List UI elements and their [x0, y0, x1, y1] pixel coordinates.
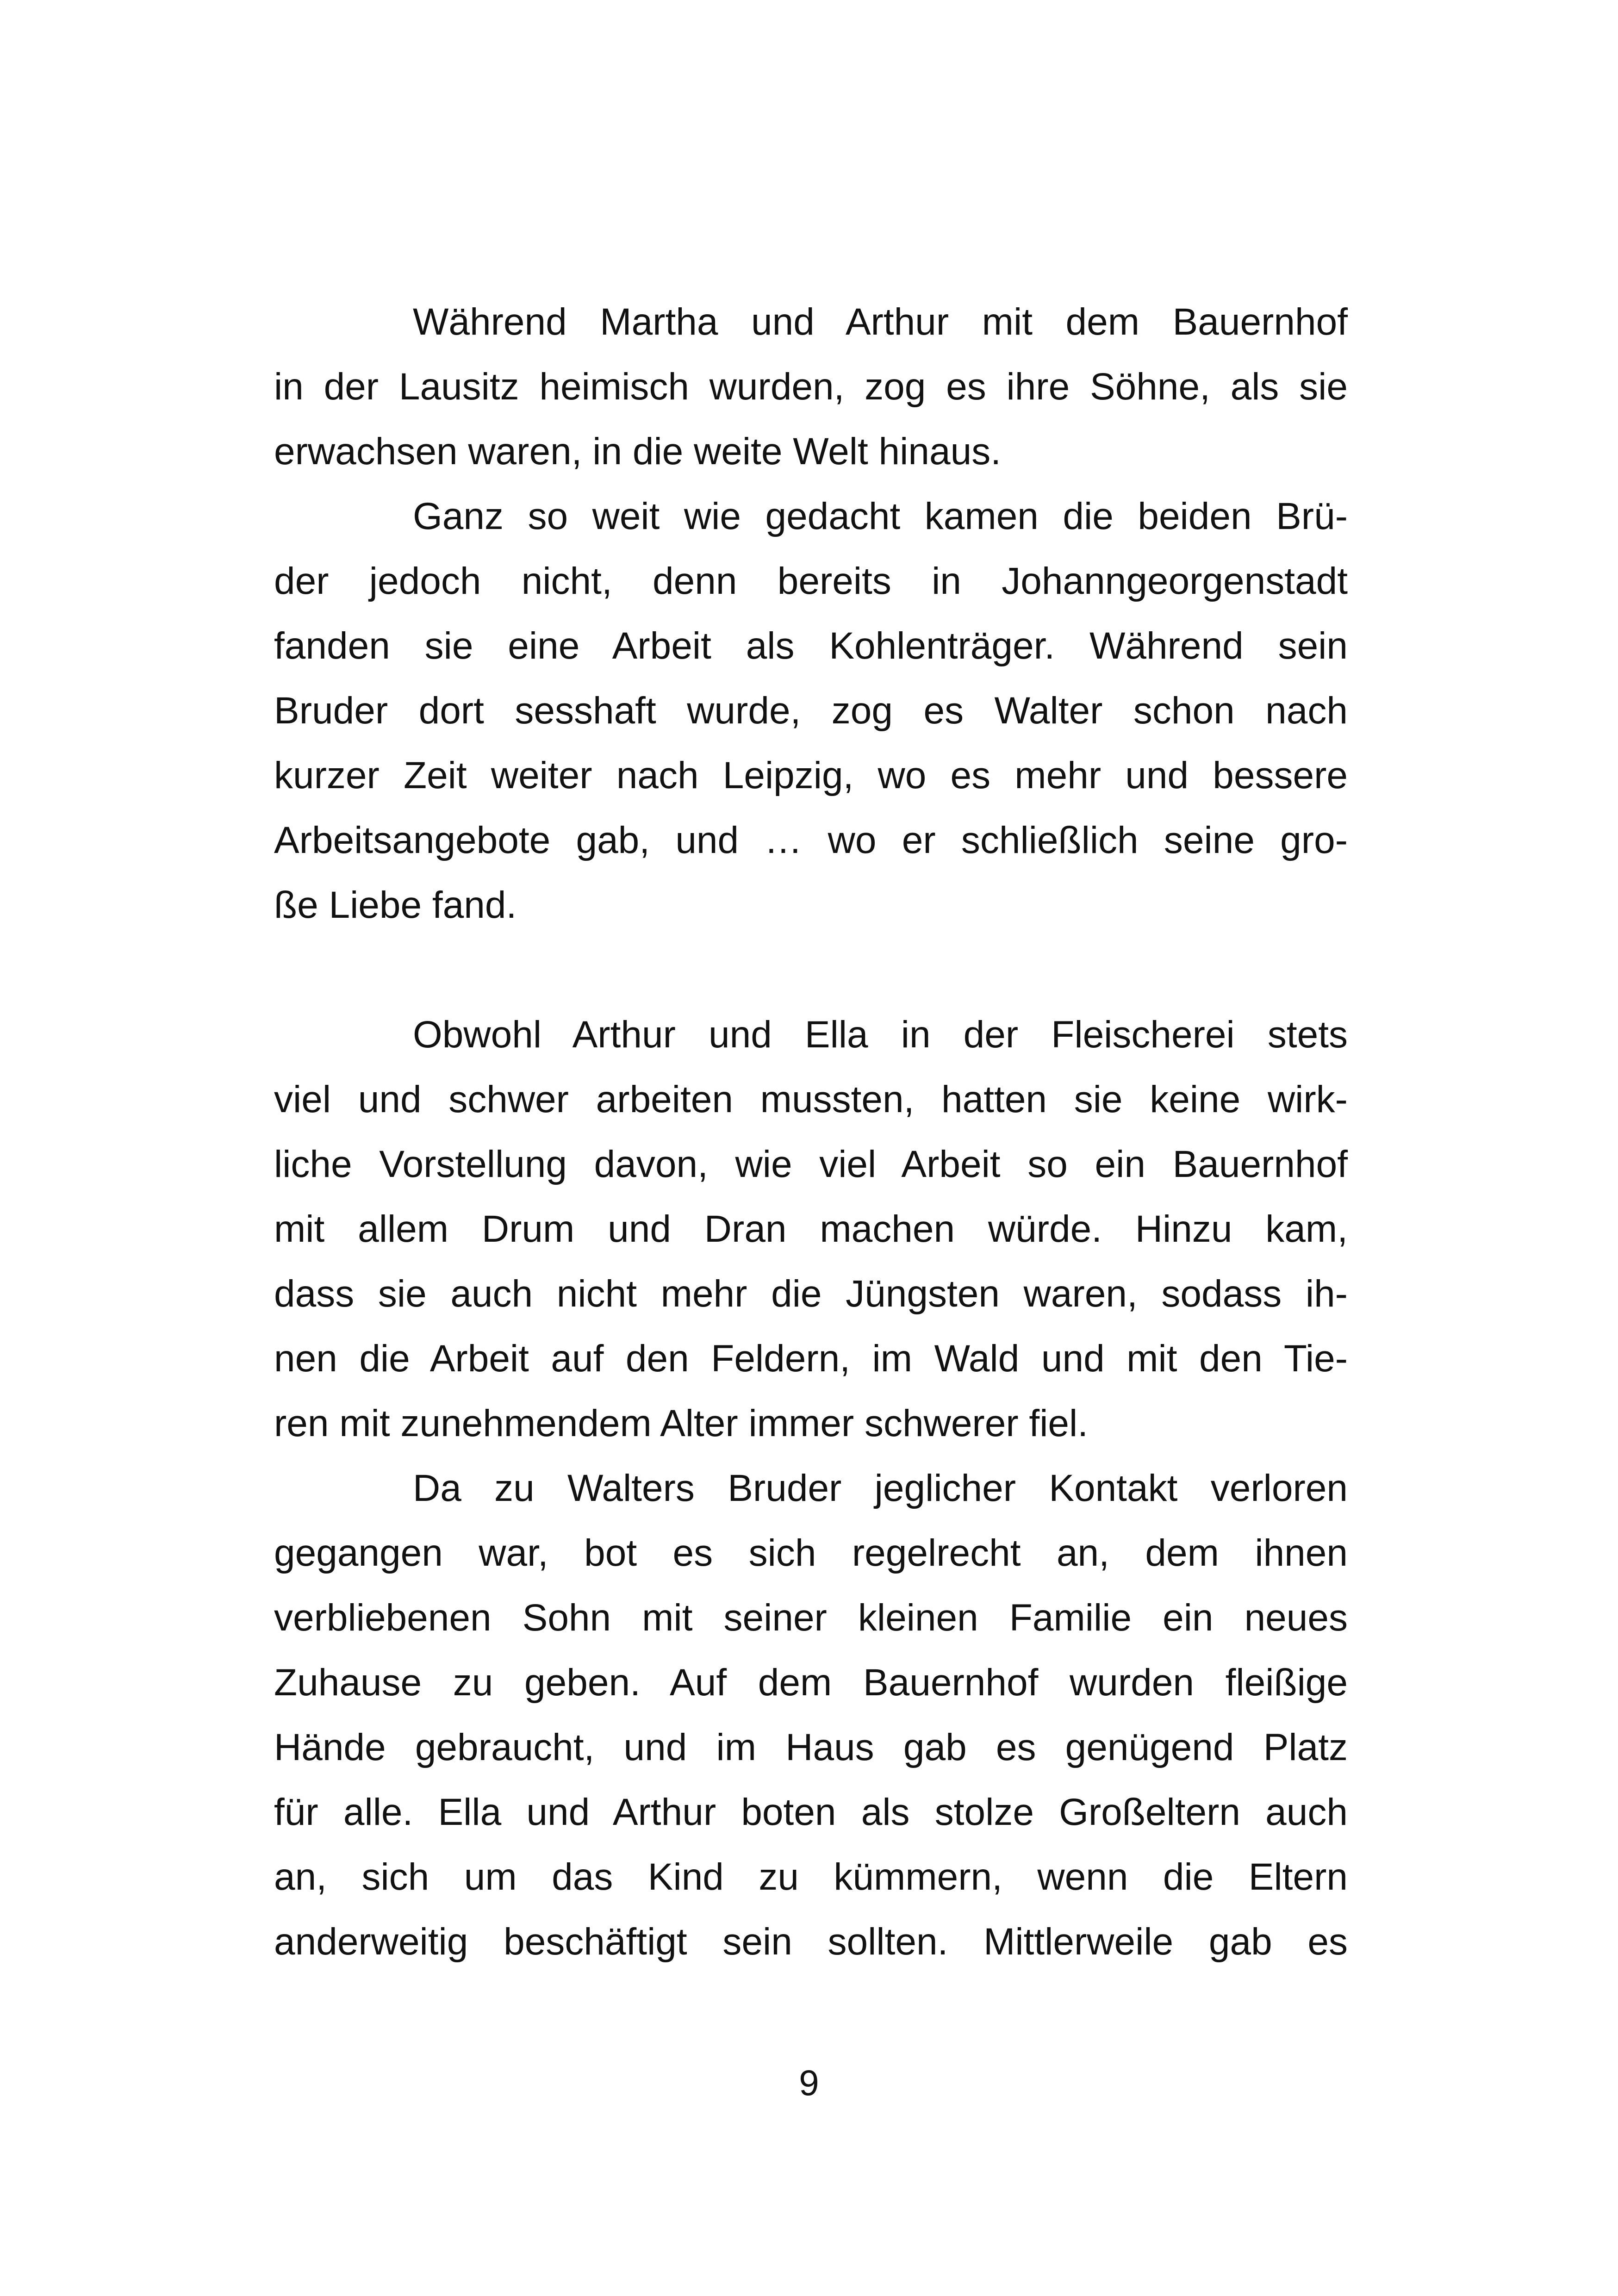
text-line: Obwohl Arthur und Ella in der Fleischerei stets — [413, 1014, 1348, 1056]
text-line: ren mit zunehmendem Alter immer schwerer fiel. — [274, 1402, 1089, 1444]
text-line: für alle. Ella und Arthur boten als stolze Großeltern auch — [274, 1791, 1348, 1833]
text-line: Hände gebraucht, und im Haus gab es genügend Platz — [274, 1726, 1348, 1768]
text-line: Arbeitsangebote gab, und … wo er schließlich seine gro- — [274, 819, 1348, 861]
text-section-1 — [274, 290, 1348, 938]
text-line: anderweitig beschäftigt sein sollten. Mittlerweile gab es — [274, 1921, 1348, 1963]
text-line: viel und schwer arbeiten mussten, hatten sie keine wirk- — [274, 1078, 1348, 1120]
text-line: kurzer Zeit weiter nach Leipzig, wo es mehr und bessere — [274, 754, 1348, 796]
text-line: mit allem Drum und Dran machen würde. Hinzu kam, — [274, 1208, 1348, 1250]
text-line: der jedoch nicht, denn bereits in Johanngeorgenstadt — [274, 560, 1348, 602]
text-line: nen die Arbeit auf den Feldern, im Wald und mit den Tie- — [274, 1338, 1348, 1380]
text-line: erwachsen waren, in die weite Welt hinaus. — [274, 430, 1001, 473]
text-line: Ganz so weit wie gedacht kamen die beiden Brü- — [413, 495, 1348, 537]
text-line: Bruder dort sesshaft wurde, zog es Walter schon nach — [274, 690, 1348, 732]
text-line: an, sich um das Kind zu kümmern, wenn die Eltern — [274, 1856, 1348, 1898]
text-line: Während Martha und Arthur mit dem Bauernhof — [413, 301, 1348, 343]
page-number: 9 — [799, 2062, 819, 2103]
text-line: ße Liebe fand. — [274, 884, 517, 926]
text-line: verbliebenen Sohn mit seiner kleinen Familie ein neues — [274, 1597, 1348, 1639]
text-line: Zuhause zu geben. Auf dem Bauernhof wurden fleißige — [274, 1661, 1348, 1704]
text-line: gegangen war, bot es sich regelrecht an, dem ihnen — [274, 1532, 1348, 1574]
text-line: dass sie auch nicht mehr die Jüngsten waren, sodass ih- — [274, 1273, 1348, 1315]
text-line: fanden sie eine Arbeit als Kohlenträger. Während sein — [274, 625, 1348, 667]
text-section-2 — [274, 1002, 1348, 1974]
text-line: liche Vorstellung davon, wie viel Arbeit so ein Bauernhof — [274, 1143, 1348, 1185]
text-line: in der Lausitz heimisch wurden, zog es ihre Söhne, als sie — [274, 366, 1348, 408]
text-line: Da zu Walters Bruder jeglicher Kontakt verloren — [413, 1467, 1348, 1509]
